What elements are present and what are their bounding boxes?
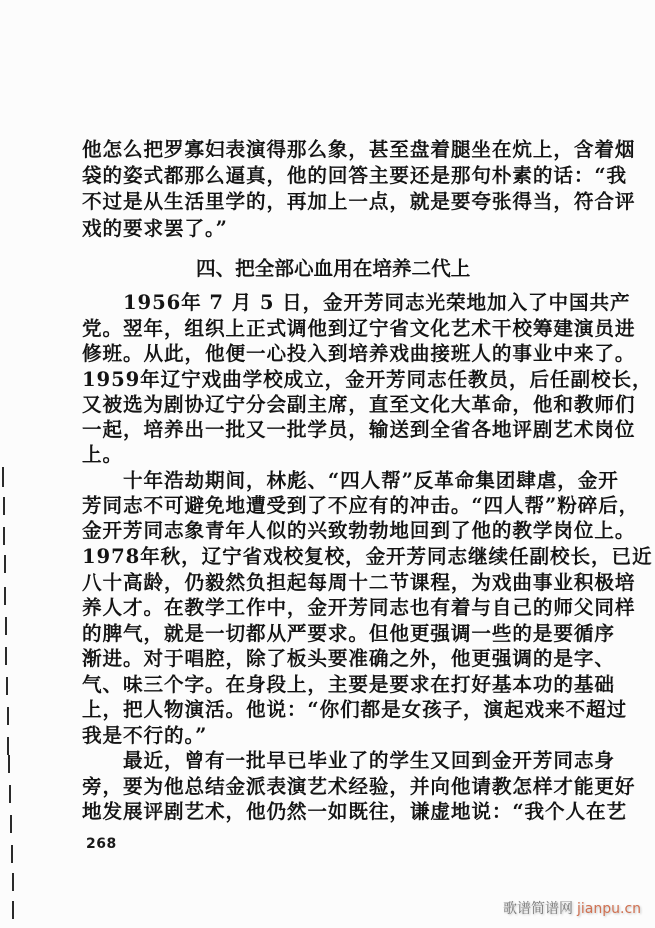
binding-mark: [7, 737, 9, 755]
binding-mark: [6, 677, 8, 695]
binding-mark: [2, 467, 4, 487]
text-line: 我是不行的。”: [82, 724, 208, 747]
text-line: 1978年秋，辽宁省戏校复校，金开芳同志继续任副校长，已近: [82, 545, 653, 568]
text-line: 最近，曾有一批早已毕业了的学生又回到金开芳同志身: [123, 749, 615, 772]
binding-mark: [5, 617, 7, 635]
text-line: 戏的要求罢了。”: [82, 217, 228, 240]
watermark-site-name: 歌谱简谱网: [503, 901, 573, 917]
text-line: 他怎么把罗寡妇表演得那么象，甚至盘着腿坐在炕上，含着烟: [82, 138, 636, 161]
binding-mark: [3, 497, 5, 515]
binding-mark: [10, 815, 12, 833]
text-line: 十年浩劫期间，林彪、“四人帮”反革命集团肆虐，金开: [123, 469, 619, 492]
binding-mark: [4, 587, 6, 605]
text-line: 渐进。对于唱腔，除了板头要准确之外，他更强调的是字、: [82, 647, 615, 670]
text-line: 养人才。在教学工作中，金开芳同志也有着与自己的师父同样: [82, 596, 636, 619]
binding-mark: [4, 555, 6, 573]
text-line: 修班。从此，他便一心投入到培养戏曲接班人的事业中来了。: [82, 342, 636, 365]
text-line: 袋的姿式都那么逼真，他的回答主要还是那句朴素的话：“我: [82, 164, 628, 187]
text-line: 金开芳同志象青年人似的兴致勃勃地回到了他的教学岗位上。: [82, 519, 636, 542]
text-line: 芳同志不可避免地遭受到了不应有的冲击。“四人帮”粉碎后，: [82, 494, 640, 517]
binding-mark: [12, 901, 14, 919]
binding-mark: [7, 707, 9, 725]
section-heading: 四、把全部心血用在培养二代上: [196, 257, 471, 280]
binding-mark: [3, 527, 5, 545]
watermark-domain: jianpu.cn: [577, 901, 642, 917]
text-line: 旁，要为他总结金派表演艺术经验，并向他请教怎样才能更好: [82, 775, 636, 798]
text-line: 地发展评剧艺术，他仍然一如既往，谦虚地说：“我个人在艺: [82, 800, 628, 823]
binding-mark: [9, 785, 11, 803]
text-line: 党。翌年，组织上正式调他到辽宁省文化艺术干校筹建演员进: [82, 317, 636, 340]
text-line: 上，把人物演活。他说：“你们都是女孩子，演起戏来不超过: [82, 698, 628, 721]
binding-mark: [11, 845, 13, 863]
text-line: 又被选为剧协辽宁分会副主席，直至文化大革命，他和教师们: [82, 393, 636, 416]
text-line: 不过是从生活里学的，再加上一点，就是要夸张得当，符合评: [82, 190, 636, 213]
text-line: 八十高龄，仍毅然负担起每周十二节课程，为戏曲事业积极培: [82, 571, 636, 594]
text-line: 上。: [82, 443, 123, 466]
binding-mark: [12, 873, 14, 891]
binding-mark: [8, 755, 10, 773]
binding-mark: [5, 647, 7, 665]
binding-marks: [0, 0, 20, 928]
text-line: 1959年辽宁戏曲学校成立，金开芳同志任教员，后任副校长，: [82, 368, 653, 391]
text-line: 一起，培养出一批又一批学员，输送到全省各地评剧艺术岗位: [82, 418, 636, 441]
page-number: 268: [86, 836, 117, 852]
text-line: 的脾气，就是一切都从严要求。但他更强调一些的是要循序: [82, 622, 615, 645]
text-line: 1956年 7 月 5 日，金开芳同志光荣地加入了中国共产: [123, 291, 631, 314]
watermark: [503, 898, 641, 918]
text-line: 气、味三个字。在身段上，主要是要求在打好基本功的基础: [82, 673, 615, 696]
